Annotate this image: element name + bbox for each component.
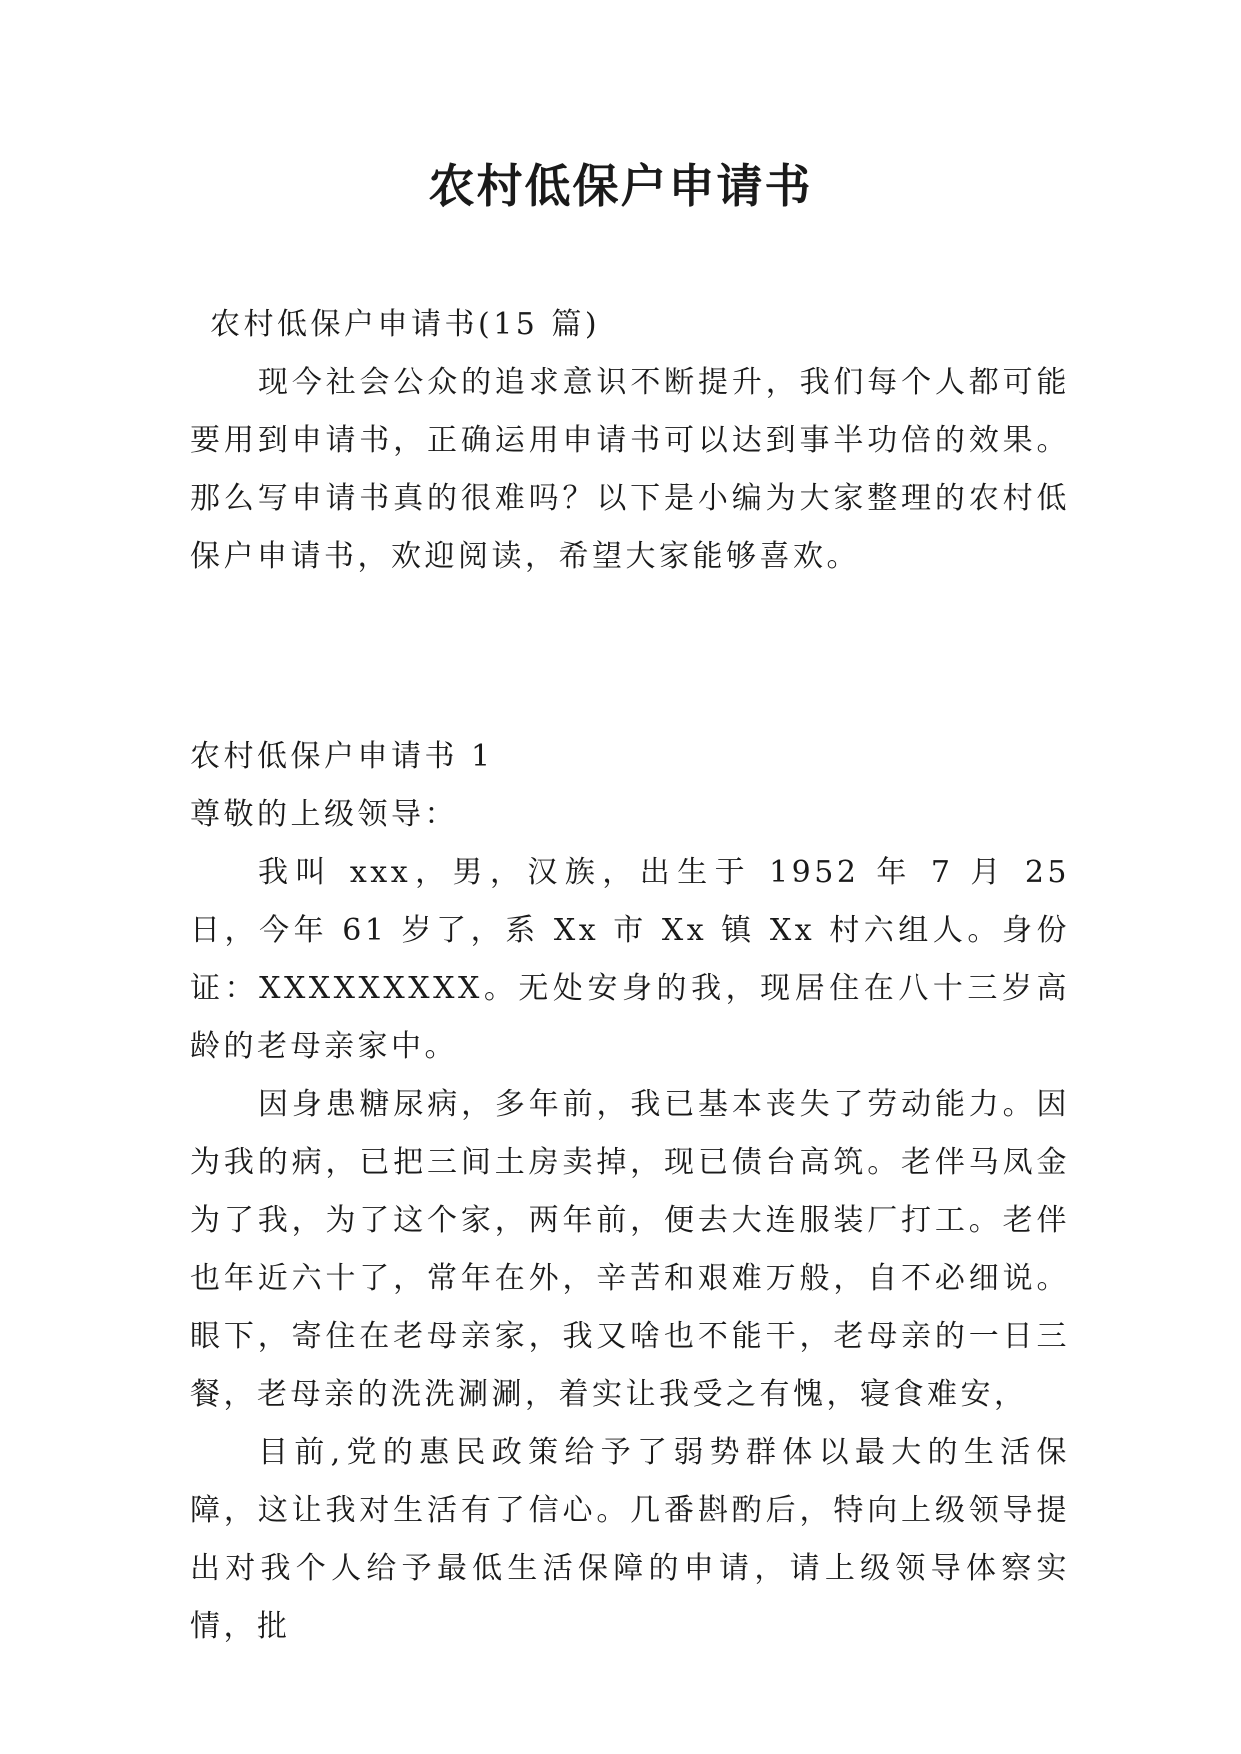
salutation: 尊敬的上级领导： bbox=[190, 797, 458, 832]
section-spacer bbox=[190, 586, 1070, 728]
body-paragraph-3: 目前,党的惠民政策给予了弱势群体以最大的生活保障，这让我对生活有了信心。几番斟酌后，特向上级领导提出对我个人给予最低生活保障的申请，请上级领导体察实情，批 bbox=[190, 1435, 1070, 1644]
section-heading: 农村低保户申请书 1 bbox=[190, 739, 494, 774]
document-body bbox=[190, 296, 1070, 1656]
body-paragraph-1: 我叫 xxx，男，汉族，出生于 1952 年 7 月 25 日，今年 61 岁了，系 Xx 市 Xx 镇 Xx 村六组人。身份证：XXXXXXXXX。无处安身的我，现居住在八十三岁高龄的老母亲家中。 bbox=[190, 855, 1070, 1064]
body-paragraph-2: 因身患糖尿病，多年前，我已基本丧失了劳动能力。因为我的病，已把三间土房卖掉，现已债台高筑。老伴马凤金为了我，为了这个家，两年前，便去大连服装厂打工。老伴也年近六十了，常年在外，辛苦和艰难万般，自不必细说。眼下，寄住在老母亲家，我又啥也不能干，老母亲的一日三餐，老母亲的洗洗涮涮，着实让我受之有愧，寝食难安， bbox=[190, 1087, 1070, 1412]
document-title: 农村低保户申请书 bbox=[428, 159, 813, 213]
document-subtitle: 农村低保户申请书(15 篇) bbox=[210, 307, 601, 342]
intro-paragraph: 现今社会公众的追求意识不断提升，我们每个人都可能要用到申请书，正确运用申请书可以达到事半功倍的效果。那么写申请书真的很难吗？以下是小编为大家整理的农村低保户申请书，欢迎阅读，希望大家能够喜欢。 bbox=[190, 365, 1070, 574]
